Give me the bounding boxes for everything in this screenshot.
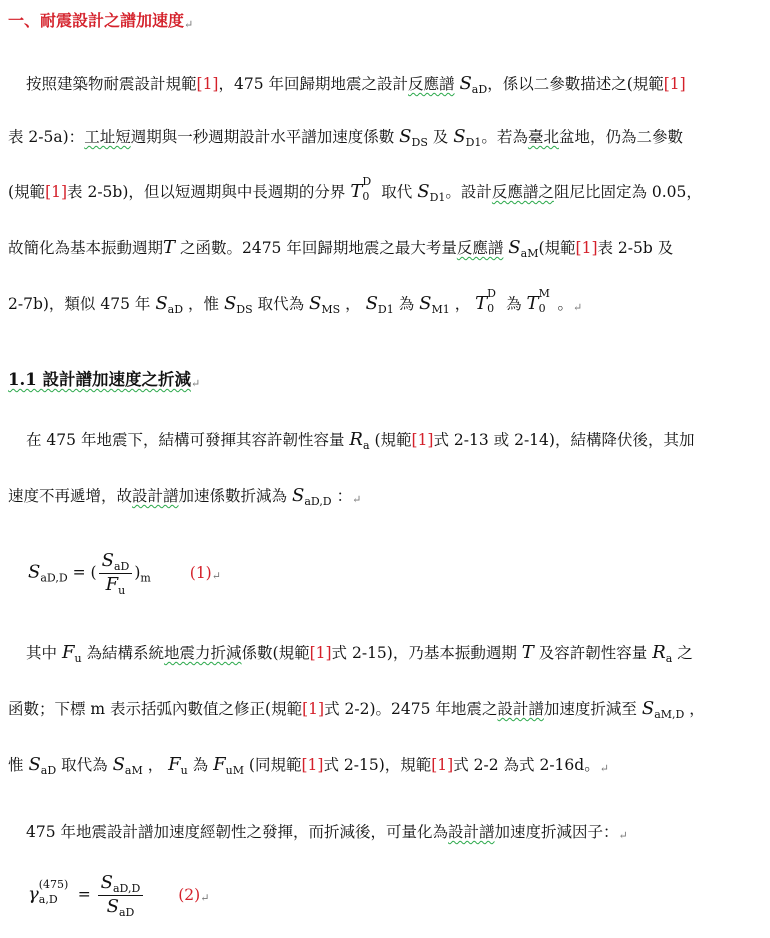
main-heading <box>8 8 193 31</box>
p1-line-5: 2-7b)，類似 475 年 $S_{aD}$ ，惟 $S_{DS}$ 取代為 $S_{MS}$ ， $S_{D1}$ 為 $S_{M1}$ ， T D 0 為 T M 0 。↵ <box>8 287 583 316</box>
p2-line-2: 速度不再遞增，故設計譜加速係數折減為 $S_{aD,D}$ ：↵ <box>8 485 362 508</box>
equation-label: (1) <box>189 563 212 582</box>
p4-line-1: 475 年地震設計譜加速度經韌性之發揮，而折減後，可量化為設計譜加速度折減因子：↵ <box>26 823 628 842</box>
p3-line-2: 函數；下標 m 表示括弧內數值之修正(規範[1]式 2-2)。2475 年地震之設計譜加速度折減至 $S_{aM,D}$ ， <box>8 698 705 721</box>
equation-label: (2) <box>178 885 201 904</box>
section-heading: 1.1 設計譜加速度之折減↵ <box>8 370 201 390</box>
main-heading-text: 一、耐震設計之譜加速度 <box>8 11 185 30</box>
citation-ref: [1] <box>196 75 219 93</box>
p3-line-3: 惟 $S_{aD}$ 取代為 $S_{aM}$ ， $F_u$ 為 $F_{uM}$ (同規範[1]式 2-15)，規範[1]式 2-2 為式 2-16d。↵ <box>8 754 609 777</box>
fraction: $\frac{S_{aD}}{F_u}$ <box>99 550 133 597</box>
p2-line-1: 在 475 年地震下，結構可發揮其容許韌性容量 $R_a$ (規範[1]式 2-13 或 2-14)，結構降伏後，其加 <box>26 429 695 452</box>
fraction: $\frac{S_{aD,D}}{S_{aD}}$ <box>98 872 144 919</box>
p1-line-3: (規範[1]表 2-5b)，但以短週期與中長週期的分界 T D 0 取代 $S_{D1}$。設計反應譜之阻尼比固定為 0.05， <box>8 175 702 204</box>
p1-line-4: 故簡化為基本振動週期T 之函數。2475 年回歸期地震之最大考量反應譜 $S_{aM}$(規範[1]表 2-5b 及 <box>8 237 674 260</box>
paragraph-mark: ↵ <box>184 18 194 31</box>
p1-line-2: 表 2-5a)：工址短週期與一秒週期設計水平譜加速度係數 $S_{DS}$ 及 $S_{D1}$。若為臺北盆地，仍為二參數 <box>8 126 683 149</box>
section-heading-text: 1.1 設計譜加速度之折減 <box>8 370 191 389</box>
equation-1: $S_{aD,D}$ = ( $\frac{S_{aD}}{F_u}$ )$_m$ (1)↵ <box>28 550 221 597</box>
p1-line-1: 按照建築物耐震設計規範[1]，475 年回歸期地震之設計反應譜 $S_{aD}$，係以二參數描述之(規範[1] <box>26 73 686 96</box>
p3-line-1: 其中 $F_u$ 為結構系統地震力折減係數(規範[1]式 2-15)，乃基本振動週期 T 及容許韌性容量 $R_a$ 之 <box>26 642 693 665</box>
equation-2: γ (475) a,D = $\frac{S_{aD,D}}{S_{aD}}$ (2)↵ <box>28 872 210 919</box>
